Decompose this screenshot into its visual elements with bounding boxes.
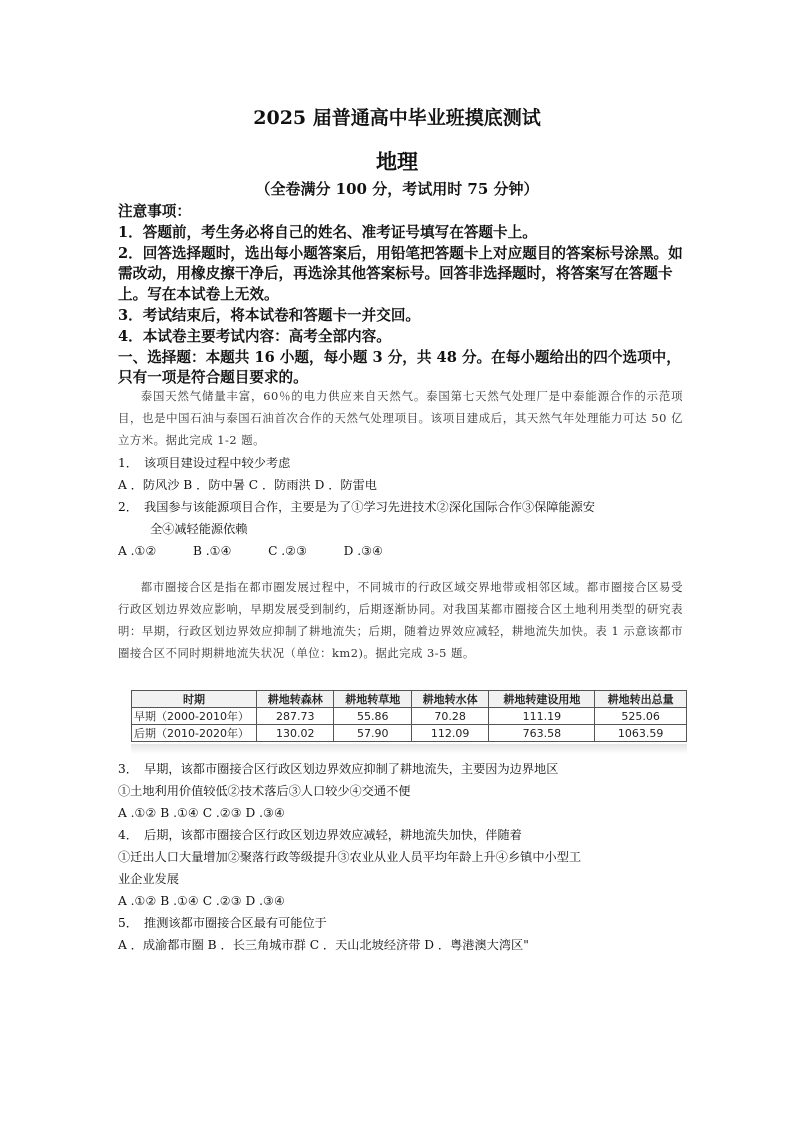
table-cell: 525.06: [595, 708, 687, 725]
table-header-cell: 耕地转出总量: [595, 691, 687, 708]
table-scan-shadow: [131, 744, 687, 754]
table-cell: 112.09: [411, 725, 488, 742]
table-cell: 763.58: [489, 725, 595, 742]
question-stem: 4． 后期，该都市圈接合区行政区划边界效应减轻，耕地流失加快，伴随着: [118, 828, 522, 842]
table-header-cell: 耕地转水体: [411, 691, 488, 708]
question-1: [118, 452, 683, 496]
table-header-row: [132, 691, 687, 708]
table-cell: 70.28: [411, 708, 488, 725]
subject-title: 地理: [376, 149, 418, 174]
table-header-cell: 耕地转草地: [334, 691, 411, 708]
notes-heading: 注意事项：: [118, 203, 191, 220]
question-options: A ．成渝都市圈 B ．长三角城市群 C ．天山北坡经济带 D ．粤港澳大湾区": [118, 938, 529, 952]
table-cell: 早期（2000-2010年）: [132, 708, 257, 725]
question-choices-continued: 业企业发展: [118, 872, 179, 886]
question-options: A .①② B .①④ C .②③ D .③④: [118, 894, 285, 908]
note-item: 4．本试卷主要考试内容：高考全部内容。: [118, 327, 391, 345]
section-heading: 一、选择题：本题共 16 小题，每小题 3 分，共 48 分。在每小题给出的四个选项中，只有一项是符合题目要求的。: [118, 348, 681, 387]
reading-passage-1: [118, 385, 683, 451]
land-loss-table-wrap: [131, 690, 687, 754]
table-cell: 287.73: [257, 708, 334, 725]
question-options: A .①② B .①④ C .②③ D .③④: [118, 806, 285, 820]
question-stem-continued: 全④减轻能源依赖: [150, 522, 248, 536]
table-header-cell: 时期: [132, 691, 257, 708]
question-4: [118, 824, 683, 912]
reading-passage-2: [118, 576, 683, 664]
question-stem: 5． 推测该都市圈接合区最有可能位于: [118, 916, 327, 930]
note-item: 2．回答选择题时，选出每小题答案后，用铅笔把答题卡上对应题目的答案标号涂黑。如需改动，用橡皮擦干净后，再选涂其他答案标号。回答非选择题时，将答案写在答题卡上。写在本试卷上无效。: [118, 244, 683, 304]
table-header-cell: 耕地转森林: [257, 691, 334, 708]
score-time-line: （全卷满分 100 分，考试用时 75 分钟）: [255, 180, 539, 198]
exam-title: 2025 届普通高中毕业班摸底测试: [253, 107, 541, 129]
table-cell: 57.90: [334, 725, 411, 742]
note-item: 1．答题前，考生务必将自己的姓名、准考证号填写在答题卡上。: [118, 223, 537, 241]
question-stem: 1． 该项目建设过程中较少考虑: [118, 456, 291, 470]
land-loss-table: [131, 690, 687, 742]
question-stem: 3． 早期，该都市圈接合区行政区划边界效应抑制了耕地流失，主要因为边界地区: [118, 762, 559, 776]
table-cell: 1063.59: [595, 725, 687, 742]
question-2: [118, 496, 683, 562]
table-cell: 后期（2010-2020年）: [132, 725, 257, 742]
question-options: A ．防风沙 B ．防中暑 C ．防雨洪 D ．防雷电: [118, 478, 377, 492]
passage-text: 都市圈接合区是指在都市圈发展过程中，不同城市的行政区域交界地带或相邻区域。都市圈接合区易受行政区划边界效应影响，早期发展受到制约，后期逐渐协同。对我国某都市圈接合区土地利用类型的研究表明：早期，行政区划边界效应抑制了耕地流失；后期，随着边界效应减轻，耕地流失加快。表 1 示意该都市圈接合区不同时期耕地流失状况（单位：km2)。据此完成 3-5 题。: [118, 580, 683, 660]
table-cell: 130.02: [257, 725, 334, 742]
exam-notes: [118, 202, 683, 389]
question-3: [118, 758, 683, 824]
note-item: 3．考试结束后，将本试卷和答题卡一并交回。: [118, 306, 421, 324]
table-cell: 111.19: [489, 708, 595, 725]
question-choices: ①土地利用价值较低②技术落后③人口较少④交通不便: [118, 784, 411, 798]
table-row: [132, 725, 687, 742]
question-options: A .①② B .①④ C .②③ D .③④: [118, 544, 383, 558]
question-stem: 2． 我国参与该能源项目合作，主要是为了①学习先进技术②深化国际合作③保障能源安: [118, 500, 595, 514]
passage-text: 泰国天然气储量丰富，60％的电力供应来自天然气。泰国第七天然气处理厂是中泰能源合作的示范项目，也是中国石油与泰国石油首次合作的天然气处理项目。该项目建成后，其天然气年处理能力可达 50 亿立方米。据此完成 1-2 题。: [118, 389, 683, 447]
question-choices: ①迁出人口大量增加②聚落行政等级提升③农业从业人员平均年龄上升④乡镇中小型工: [118, 850, 582, 864]
table-header-cell: 耕地转建设用地: [489, 691, 595, 708]
table-cell: 55.86: [334, 708, 411, 725]
question-5: [118, 912, 683, 956]
table-row: [132, 708, 687, 725]
